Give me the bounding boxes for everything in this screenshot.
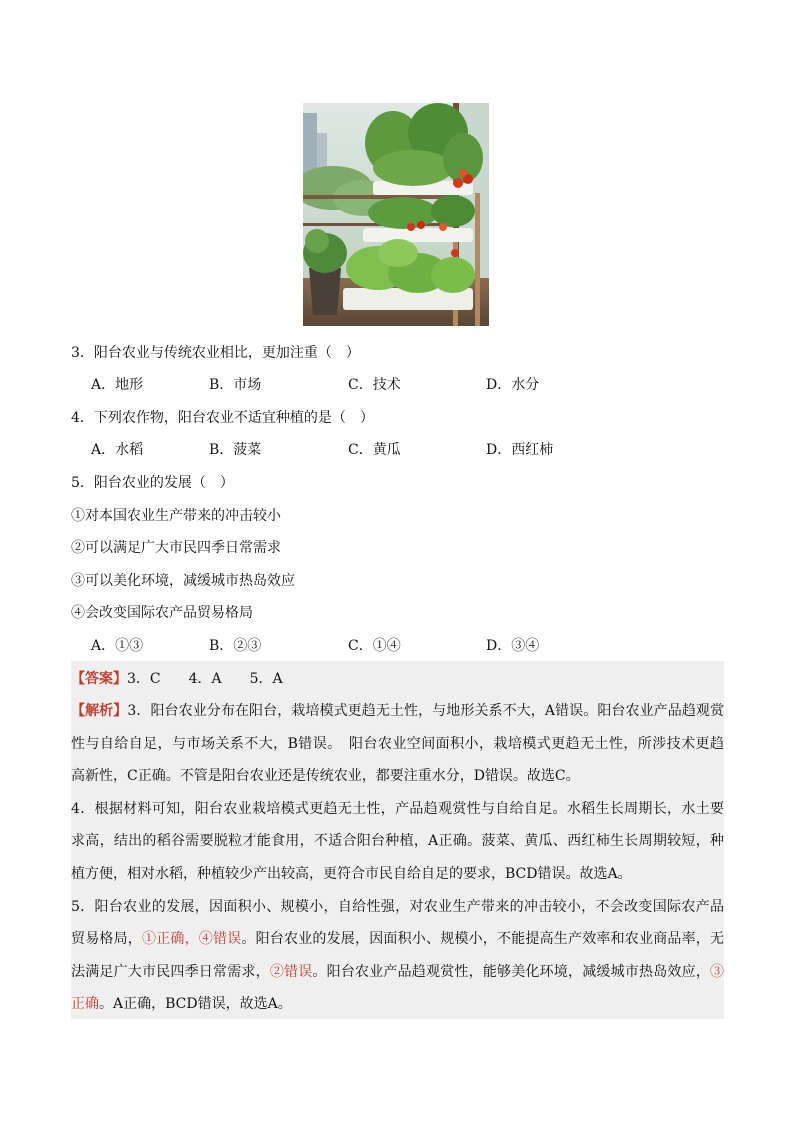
question-5-options bbox=[91, 637, 651, 655]
analysis-line: 性与自给自足，与市场关系不大，B错误。 阳台农业空间面积小，栽培模式更趋无土性，所涉技术更趋 bbox=[71, 736, 724, 752]
option-c: C．技术 bbox=[348, 377, 401, 393]
analysis-text: 法满足广大市民四季日常需求， bbox=[71, 964, 270, 980]
analysis-line bbox=[71, 702, 724, 720]
analysis-line: 求高，结出的稻谷需要脱粒才能食用，不适合阳台种植，A正确。菠菜、黄瓜、西红柿生长周期较短，种 bbox=[71, 833, 724, 849]
answer-text: 3．C 4．A 5．A bbox=[127, 671, 283, 687]
option-b: B．②③ bbox=[209, 638, 262, 654]
analysis-text: 。阳台农业产品趋观赏性，能够美化环境，减缓城市热岛效应， bbox=[312, 964, 711, 980]
option-a: A．①③ bbox=[91, 638, 144, 654]
option-d: D．水分 bbox=[486, 377, 540, 393]
option-d: D．③④ bbox=[486, 638, 540, 654]
analysis-line bbox=[71, 995, 724, 1013]
question-4-options bbox=[91, 441, 651, 459]
option-a: A．水稻 bbox=[91, 442, 144, 458]
analysis-text: 3．阳台农业分布在阳台，栽培模式更趋无土性，与地形关系不大，A错误。阳台农业产品趋观赏 bbox=[127, 703, 725, 719]
answer-tag: 【答案】 bbox=[71, 671, 127, 687]
question-3-stem: 3．阳台农业与传统农业相比，更加注重（ ） bbox=[71, 345, 360, 361]
option-d: D．西红柿 bbox=[486, 442, 554, 458]
option-a: A．地形 bbox=[91, 377, 144, 393]
analysis-text: 。阳台农业的发展，因面积小、规模小，不能提高生产效率和农业商品率，无 bbox=[241, 931, 725, 947]
statement-3: ③可以美化环境，减缓城市热岛效应 bbox=[71, 573, 295, 589]
statement-2: ②可以满足广大市民四季日常需求 bbox=[71, 540, 281, 556]
analysis-line bbox=[71, 930, 724, 948]
option-c: C．①④ bbox=[348, 638, 401, 654]
question-5-stem: 5．阳台农业的发展（ ） bbox=[71, 475, 234, 491]
answer-line bbox=[71, 670, 724, 688]
analysis-highlight: ①正确，④错误 bbox=[142, 931, 242, 947]
analysis-text: 贸易格局， bbox=[71, 931, 142, 947]
question-4-stem: 4．下列农作物，阳台农业不适宜种植的是（ ） bbox=[71, 410, 374, 426]
statement-4: ④会改变国际农产品贸易格局 bbox=[71, 605, 253, 621]
option-c: C．黄瓜 bbox=[348, 442, 401, 458]
analysis-line: 高新性，C正确。不管是阳台农业还是传统农业，都要注重水分，D错误。故选C。 bbox=[71, 768, 580, 784]
option-b: B．市场 bbox=[209, 377, 262, 393]
analysis-tag: 【解析】 bbox=[71, 703, 128, 719]
question-3-options bbox=[91, 376, 651, 394]
analysis-highlight: ②错误 bbox=[269, 964, 313, 980]
analysis-line bbox=[71, 963, 724, 981]
analysis-line: 5．阳台农业的发展，因面积小、规模小，自给性强，对农业生产带来的冲击较小，不会改变国际农产品 bbox=[71, 899, 724, 915]
option-b: B．菠菜 bbox=[209, 442, 262, 458]
analysis-highlight: 正确 bbox=[71, 996, 99, 1012]
analysis-line: 4．根据材料可知，阳台农业栽培模式更趋无土性，产品趋观赏性与自给自足。水稻生长周期长，水土要 bbox=[71, 801, 724, 817]
balcony-garden-photo bbox=[303, 103, 489, 326]
analysis-text: 。A正确，BCD错误，故选A。 bbox=[99, 996, 292, 1012]
analysis-line: 植方便，相对水稻，种植较少产出较高，更符合市民自给自足的要求，BCD错误。故选A。 bbox=[71, 866, 632, 882]
analysis-highlight: ③ bbox=[710, 964, 725, 980]
statement-1: ①对本国农业生产带来的冲击较小 bbox=[71, 508, 281, 524]
